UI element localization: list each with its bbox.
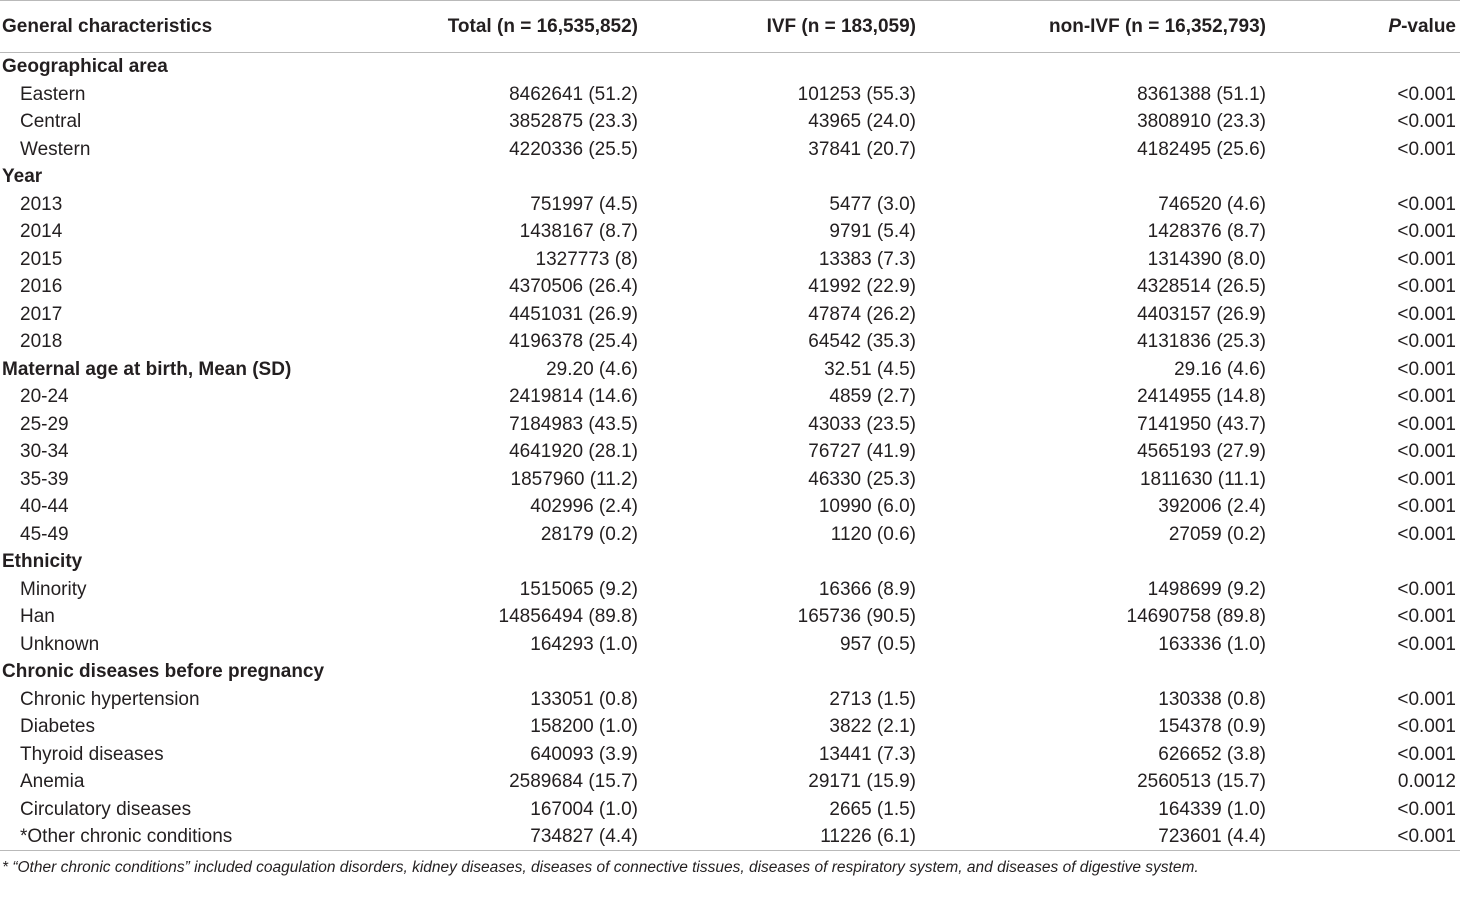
table-row [0, 466, 1460, 494]
p-value-cell: <0.001 [1397, 248, 1456, 270]
ivf-cell: 13441 (7.3) [818, 743, 916, 765]
row-label: 35-39 [20, 468, 69, 490]
ivf-cell: 101253 (55.3) [797, 83, 916, 105]
p-value-cell: <0.001 [1397, 716, 1456, 737]
ivf-cell: 76727 (41.9) [808, 441, 916, 462]
total-cell: 2589684 (15.7) [509, 771, 638, 792]
total-cell: 751997 (4.5) [530, 193, 638, 215]
table-row [0, 521, 1460, 549]
row-label: 45-49 [20, 523, 69, 545]
ivf-cell: 16366 (8.9) [818, 578, 916, 600]
ivf-cell: 47874 (26.2) [808, 303, 916, 325]
total-cell: 167004 (1.0) [530, 798, 638, 820]
non-ivf-cell [920, 658, 1270, 686]
row-label: 30-34 [20, 441, 69, 462]
ivf-cell [642, 53, 920, 81]
row-label: 2014 [20, 221, 63, 242]
ivf-cell: 5477 (3.0) [829, 193, 916, 215]
p-value-cell: <0.001 [1397, 798, 1456, 820]
p-value-cell: <0.001 [1397, 523, 1456, 545]
total-cell: 14856494 (89.8) [498, 606, 638, 627]
row-label: 40-44 [20, 496, 69, 517]
row-label: 20-24 [20, 386, 69, 407]
header-p-italic: P [1388, 15, 1402, 37]
row-label: Circulatory diseases [20, 798, 192, 820]
total-cell: 1438167 (8.7) [519, 221, 638, 242]
ivf-cell: 3822 (2.1) [829, 716, 916, 737]
table-row [0, 301, 1460, 329]
p-value-cell: <0.001 [1397, 358, 1456, 380]
non-ivf-cell: 4403157 (26.9) [1137, 303, 1266, 325]
non-ivf-cell: 4565193 (27.9) [1137, 441, 1266, 462]
non-ivf-cell: 154378 (0.9) [1158, 716, 1266, 737]
p-value-cell: <0.001 [1397, 303, 1456, 325]
p-value-cell: <0.001 [1397, 138, 1456, 160]
p-value-cell: <0.001 [1397, 633, 1456, 655]
non-ivf-cell: 746520 (4.6) [1158, 193, 1266, 215]
total-cell: 29.20 (4.6) [546, 358, 638, 380]
table-row [0, 631, 1460, 659]
non-ivf-cell: 14690758 (89.8) [1126, 606, 1266, 627]
non-ivf-cell: 392006 (2.4) [1158, 496, 1266, 517]
table-header [0, 1, 1460, 53]
ivf-cell: 10990 (6.0) [818, 496, 916, 517]
row-label: 2016 [20, 276, 63, 297]
row-label: Eastern [20, 83, 86, 105]
ivf-cell [642, 163, 920, 191]
total-cell [380, 163, 642, 191]
total-cell: 4370506 (26.4) [509, 276, 638, 297]
row-label: 2018 [20, 331, 63, 352]
non-ivf-cell: 723601 (4.4) [920, 823, 1270, 851]
row-label: Anemia [20, 771, 85, 792]
row-label: Minority [20, 578, 87, 600]
row-label: 25-29 [20, 413, 69, 435]
non-ivf-cell: 3808910 (23.3) [1137, 111, 1266, 132]
ivf-cell: 46330 (25.3) [808, 468, 916, 490]
non-ivf-cell: 7141950 (43.7) [1137, 413, 1266, 435]
p-value-cell: <0.001 [1397, 83, 1456, 105]
header-total: Total (n = 16,535,852) [380, 1, 642, 53]
ivf-cell: 37841 (20.7) [808, 138, 916, 160]
p-value-cell [1270, 163, 1460, 191]
non-ivf-cell [920, 53, 1270, 81]
row-label: Ethnicity [2, 551, 83, 572]
row-label: Western [20, 138, 91, 160]
p-value-cell: 0.0012 [1397, 771, 1456, 792]
section-header-row [0, 658, 1460, 686]
ivf-cell: 1120 (0.6) [830, 523, 916, 545]
non-ivf-cell: 164339 (1.0) [1158, 798, 1266, 820]
non-ivf-cell [920, 163, 1270, 191]
p-value-cell: <0.001 [1397, 441, 1456, 462]
non-ivf-cell: 1811630 (11.1) [1139, 468, 1266, 490]
total-cell: 4451031 (26.9) [509, 303, 638, 325]
table-row [0, 576, 1460, 604]
header-row [0, 1, 1460, 53]
row-label: Geographical area [2, 56, 168, 77]
total-cell: 1857960 (11.2) [510, 468, 638, 490]
table-row [0, 493, 1460, 521]
ivf-cell: 4859 (2.7) [829, 386, 916, 407]
section-header-row [0, 163, 1460, 191]
table-body [0, 53, 1460, 851]
non-ivf-cell: 626652 (3.8) [1158, 743, 1266, 765]
non-ivf-cell: 8361388 (51.1) [1137, 83, 1266, 105]
row-label: 2013 [20, 193, 63, 215]
table-row [0, 218, 1460, 246]
table-row [0, 108, 1460, 136]
ivf-cell: 2713 (1.5) [829, 688, 916, 710]
p-value-cell [1270, 658, 1460, 686]
p-value-cell: <0.001 [1397, 688, 1456, 710]
total-cell: 133051 (0.8) [530, 688, 638, 710]
total-cell: 1515065 (9.2) [519, 578, 638, 600]
total-cell: 164293 (1.0) [530, 633, 638, 655]
p-value-cell: <0.001 [1397, 276, 1456, 297]
section-header-row [0, 356, 1460, 384]
ivf-cell: 9791 (5.4) [829, 221, 916, 242]
row-label: 2015 [20, 248, 63, 270]
ivf-cell: 43033 (23.5) [808, 413, 916, 435]
total-cell: 640093 (3.9) [530, 743, 638, 765]
ivf-cell: 13383 (7.3) [818, 248, 916, 270]
ivf-cell: 41992 (22.9) [808, 276, 916, 297]
table-row [0, 246, 1460, 274]
section-header-row [0, 53, 1460, 81]
table-row [0, 768, 1460, 796]
p-value-cell: <0.001 [1397, 468, 1456, 490]
p-value-cell: <0.001 [1397, 743, 1456, 765]
table-row [0, 383, 1460, 411]
total-cell: 28179 (0.2) [540, 523, 638, 545]
non-ivf-cell: 163336 (1.0) [1158, 633, 1266, 655]
total-cell: 4641920 (28.1) [509, 441, 638, 462]
p-value-cell: <0.001 [1397, 331, 1456, 352]
row-label: Unknown [20, 633, 100, 655]
p-value-cell [1270, 548, 1460, 576]
row-label: Diabetes [20, 716, 95, 737]
header-characteristic: General characteristics [0, 1, 380, 53]
table-row [0, 328, 1460, 356]
total-cell [380, 53, 642, 81]
table-footnote: * “Other chronic conditions” included coagulation disorders, kidney diseases, diseases of connective tissues, diseases of respiratory system, and diseases of digestive system. [2, 859, 1199, 876]
total-cell [380, 548, 642, 576]
row-label: Chronic diseases before pregnancy [2, 661, 325, 682]
row-label: Central [20, 111, 82, 132]
non-ivf-cell: 29.16 (4.6) [1174, 358, 1266, 380]
non-ivf-cell: 4182495 (25.6) [1137, 138, 1266, 160]
non-ivf-cell [920, 548, 1270, 576]
p-value-cell: <0.001 [1397, 111, 1456, 132]
header-p-value [1270, 1, 1460, 53]
ivf-cell: 29171 (15.9) [808, 771, 916, 792]
ivf-cell: 43965 (24.0) [808, 111, 916, 132]
total-cell: 1327773 (8) [535, 248, 638, 270]
row-label: Year [2, 166, 43, 187]
table-row [0, 741, 1460, 769]
ivf-cell: 64542 (35.3) [808, 331, 916, 352]
row-label: Han [20, 606, 55, 627]
ivf-cell: 165736 (90.5) [797, 606, 916, 627]
table-row [0, 136, 1460, 164]
total-cell: 4220336 (25.5) [509, 138, 638, 160]
table-row [0, 603, 1460, 631]
table-row [0, 823, 1460, 851]
p-value-cell: <0.001 [1270, 823, 1460, 851]
total-cell: 8462641 (51.2) [509, 83, 638, 105]
row-label: Chronic hypertension [20, 688, 200, 710]
row-label: 2017 [20, 303, 63, 325]
p-value-cell: <0.001 [1397, 496, 1456, 517]
p-value-cell: <0.001 [1397, 386, 1456, 407]
table-row [0, 191, 1460, 219]
p-value-cell: <0.001 [1397, 578, 1456, 600]
non-ivf-cell: 1428376 (8.7) [1147, 221, 1266, 242]
p-value-cell: <0.001 [1397, 606, 1456, 627]
total-cell: 2419814 (14.6) [509, 386, 638, 407]
ivf-cell: 32.51 (4.5) [824, 358, 916, 380]
total-cell: 4196378 (25.4) [509, 331, 638, 352]
row-label: *Other chronic conditions [0, 823, 380, 851]
total-cell: 734827 (4.4) [380, 823, 642, 851]
non-ivf-cell: 2560513 (15.7) [1137, 771, 1266, 792]
total-cell: 7184983 (43.5) [509, 413, 638, 435]
header-p-rest: -value [1401, 15, 1456, 37]
table-row [0, 273, 1460, 301]
ivf-cell [642, 548, 920, 576]
table-row [0, 713, 1460, 741]
non-ivf-cell: 2414955 (14.8) [1137, 386, 1266, 407]
p-value-cell: <0.001 [1397, 221, 1456, 242]
non-ivf-cell: 1314390 (8.0) [1147, 248, 1266, 270]
header-ivf: IVF (n = 183,059) [642, 1, 920, 53]
header-non-ivf: non-IVF (n = 16,352,793) [920, 1, 1270, 53]
non-ivf-cell: 4328514 (26.5) [1137, 276, 1266, 297]
ivf-cell: 957 (0.5) [839, 633, 916, 655]
total-cell: 3852875 (23.3) [509, 111, 638, 132]
total-cell [380, 658, 642, 686]
ivf-cell [642, 658, 920, 686]
non-ivf-cell: 1498699 (9.2) [1147, 578, 1266, 600]
non-ivf-cell: 27059 (0.2) [1168, 523, 1266, 545]
p-value-cell [1270, 53, 1460, 81]
p-value-cell: <0.001 [1397, 193, 1456, 215]
section-header-row [0, 548, 1460, 576]
ivf-cell: 2665 (1.5) [829, 798, 916, 820]
non-ivf-cell: 130338 (0.8) [1158, 688, 1266, 710]
row-label: Maternal age at birth, Mean (SD) [2, 358, 292, 380]
row-label: Thyroid diseases [20, 743, 164, 765]
table-row [0, 686, 1460, 714]
table-row [0, 796, 1460, 824]
table-row [0, 81, 1460, 109]
total-cell: 158200 (1.0) [530, 716, 638, 737]
total-cell: 402996 (2.4) [530, 496, 638, 517]
table-row [0, 411, 1460, 439]
p-value-cell: <0.001 [1397, 413, 1456, 435]
non-ivf-cell: 4131836 (25.3) [1137, 331, 1266, 352]
table-row [0, 438, 1460, 466]
ivf-cell: 11226 (6.1) [642, 823, 920, 851]
